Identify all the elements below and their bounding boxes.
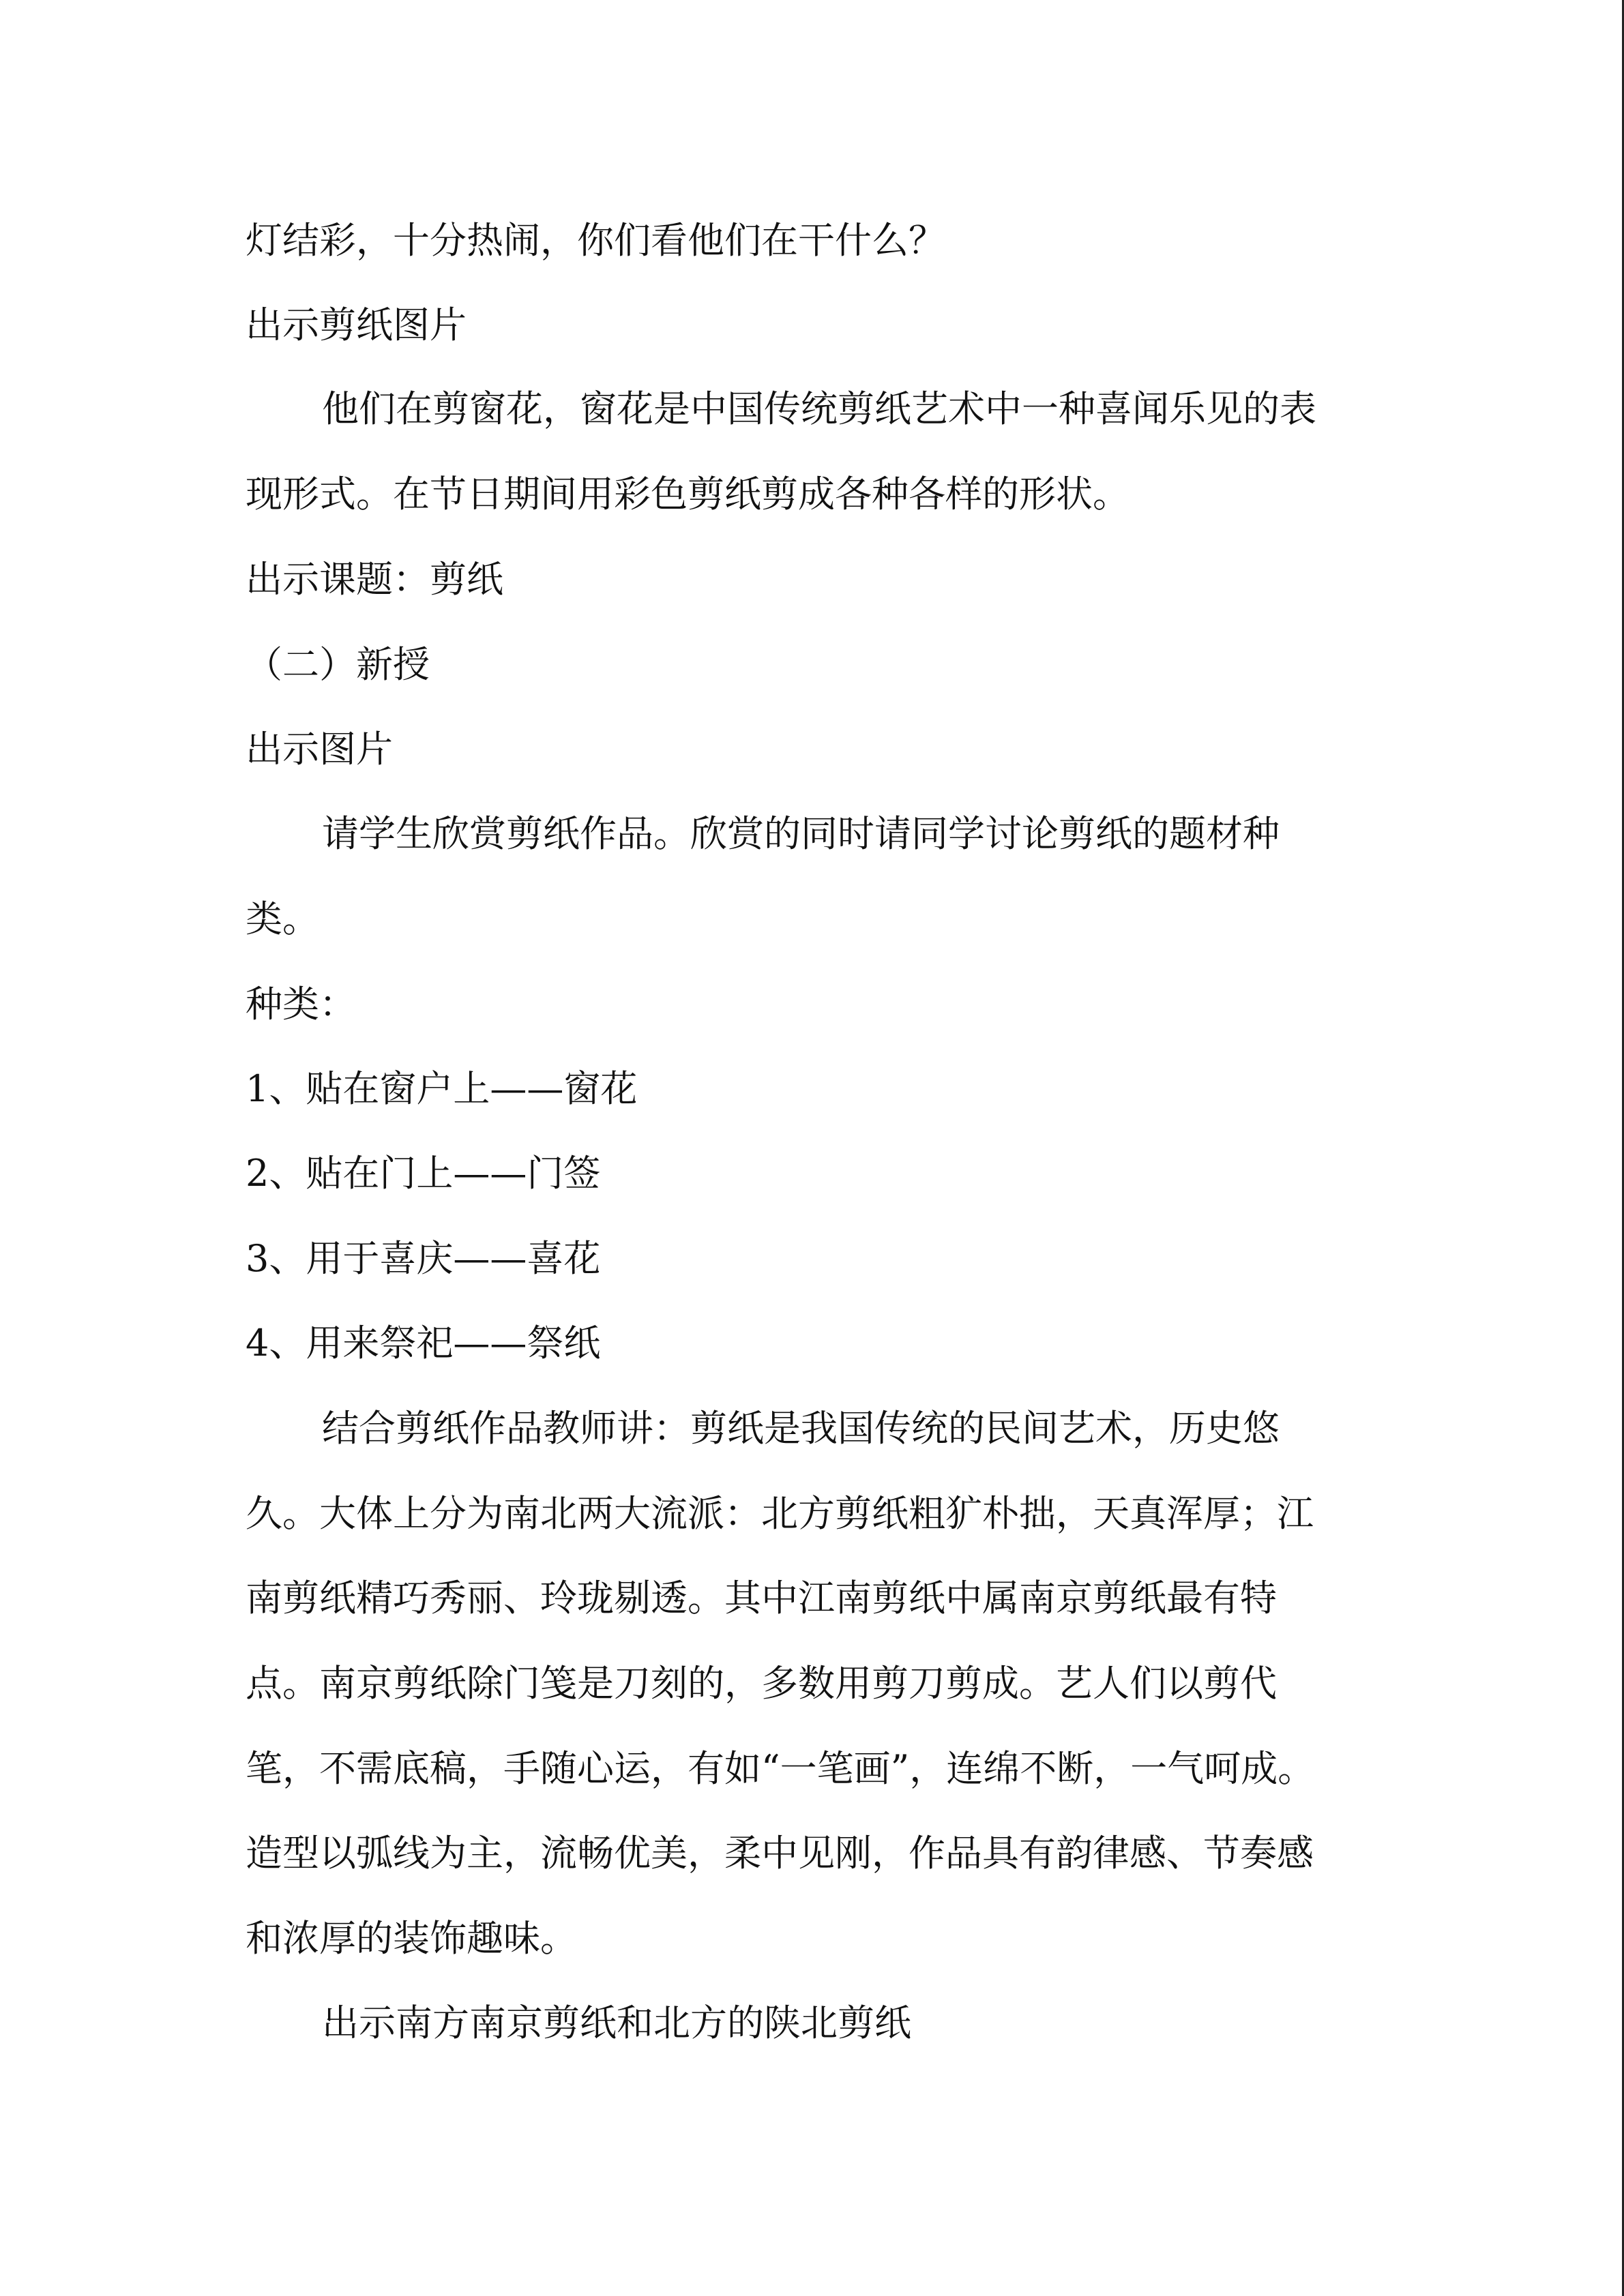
paragraph-line: 请学生欣赏剪纸作品。欣赏的同时请同学讨论剪纸的题材种: [322, 812, 1280, 855]
paragraph-line: 他们在剪窗花，窗花是中国传统剪纸艺术中一种喜闻乐见的表: [322, 387, 1316, 430]
paragraph-line: 南剪纸精巧秀丽、玲珑剔透。其中江南剪纸中属南京剪纸最有特: [246, 1577, 1277, 1620]
paragraph-line: 出示剪纸图片: [246, 303, 467, 346]
paragraph-line: 类。: [246, 897, 319, 940]
paragraph-line: 现形式。在节日期间用彩色剪纸剪成各种各样的形状。: [246, 473, 1130, 516]
paragraph-line: 灯结彩，十分热闹，你们看他们在干什么？: [246, 219, 945, 262]
paragraph-line: 和浓厚的装饰趣味。: [246, 1917, 577, 1960]
paragraph-line: 点。南京剪纸除门笺是刀刻的，多数用剪刀剪成。艺人们以剪代: [246, 1662, 1277, 1705]
paragraph-line: 出示课题：剪纸: [246, 558, 503, 601]
paragraph-line: 出示图片: [246, 728, 393, 771]
list-heading: 种类：: [246, 983, 356, 1026]
list-item: 1、贴在窗户上——窗花: [246, 1067, 638, 1110]
paragraph-line: 久。大体上分为南北两大流派：北方剪纸粗犷朴拙，天真浑厚；江: [246, 1492, 1314, 1535]
paragraph-line: 结合剪纸作品教师讲：剪纸是我国传统的民间艺术，历史悠: [322, 1407, 1280, 1450]
paragraph-line: 出示南方南京剪纸和北方的陕北剪纸: [322, 2001, 911, 2044]
paragraph-line: 造型以弧线为主，流畅优美，柔中见刚，作品具有韵律感、节奏感: [246, 1832, 1314, 1875]
list-item: 3、用于喜庆——喜花: [246, 1237, 601, 1280]
list-item: 2、贴在门上——门签: [246, 1152, 601, 1195]
list-item: 4、用来祭祀——祭纸: [246, 1322, 601, 1365]
section-heading: （二）新授: [246, 643, 430, 686]
paragraph-line: 笔，不需底稿，手随心运，有如“一笔画”，连绵不断，一气呵成。: [246, 1747, 1315, 1790]
